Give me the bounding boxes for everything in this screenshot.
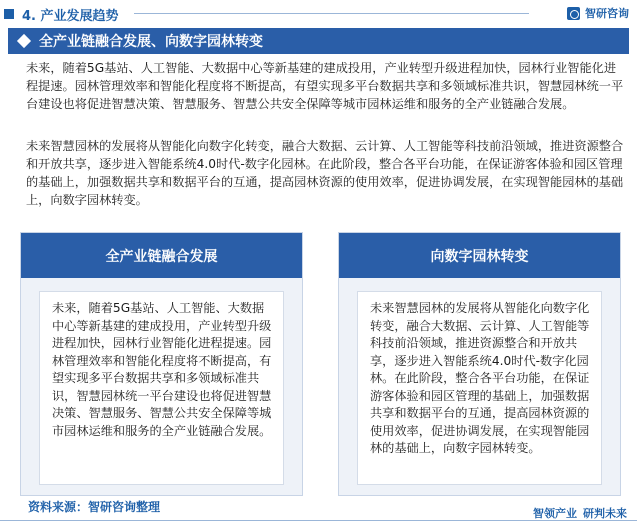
logo-text: 智研咨询 [585, 7, 629, 20]
slogan-part-a: 智领产业 [533, 507, 577, 520]
header-band [8, 28, 629, 54]
card-title: 全产业链融合发展 [21, 233, 302, 278]
slogan-part-b: 研判未来 [583, 507, 627, 520]
source-note: 资料来源：智研咨询整理 [28, 500, 161, 514]
bottom-divider [0, 520, 637, 521]
card-digital-garden [338, 232, 621, 496]
slogan [533, 505, 627, 521]
card-industry-chain [20, 232, 303, 496]
card-title: 向数字园林转变 [339, 233, 620, 278]
top-bar [0, 0, 637, 27]
card-body: 未来智慧园林的发展将从智能化向数字化转变，融合大数据、云计算、人工智能等科技前沿领域，推进资源整合和开放共享，逐步进入智能系统4.0时代-数字化园林。在此阶段，整合各平台功能，在保证游客体验和园区管理的基础上，加强数据共享和数据平台的互通，提高园林资源的使用效率，促进协调发展，在实现智能园林的基础上，向数字园林转变。 [357, 291, 602, 485]
paragraph-2: 未来智慧园林的发展将从智能化向数字化转变，融合大数据、云计算、人工智能等科技前沿领域，推进资源整合和开放共享，逐步进入智能系统4.0时代-数字化园林。在此阶段，整合各平台功能，在保证游客体验和园区管理的基础上，加强数据共享和数据平台的互通，提高园林资源的使用效率，促进协调发展，在实现智能园林的基础上，向数字园林转变。 [26, 139, 624, 207]
brand-logo [567, 5, 629, 21]
header-title: 全产业链融合发展、向数字园林转变 [39, 34, 263, 50]
section-marker-icon [4, 9, 14, 19]
diamond-icon [17, 34, 31, 48]
top-divider [134, 13, 529, 14]
logo-icon [567, 7, 580, 20]
paragraph-1: 未来，随着5G基站、人工智能、大数据中心等新基建的建成投用，产业转型升级进程加快，园林行业智能化进程提速。园林管理效率和智能化程度将不断提高，有望实现多平台数据共享和多领域标准共识，智慧园林统一平台建设也将促进智慧决策、智慧服务、智慧公共安全保障等城市园林运维和服务的全产业链融合发展。 [26, 61, 624, 111]
section-title: 4. 产业发展趋势 [22, 9, 119, 24]
card-body: 未来，随着5G基站、人工智能、大数据中心等新基建的建成投用，产业转型升级进程加快，园林行业智能化进程提速。园林管理效率和智能化程度将不断提高，有望实现多平台数据共享和多领域标准共识，智慧园林统一平台建设也将促进智慧决策、智慧服务、智慧公共安全保障等城市园林运维和服务的全产业链融合发展。 [39, 291, 284, 485]
